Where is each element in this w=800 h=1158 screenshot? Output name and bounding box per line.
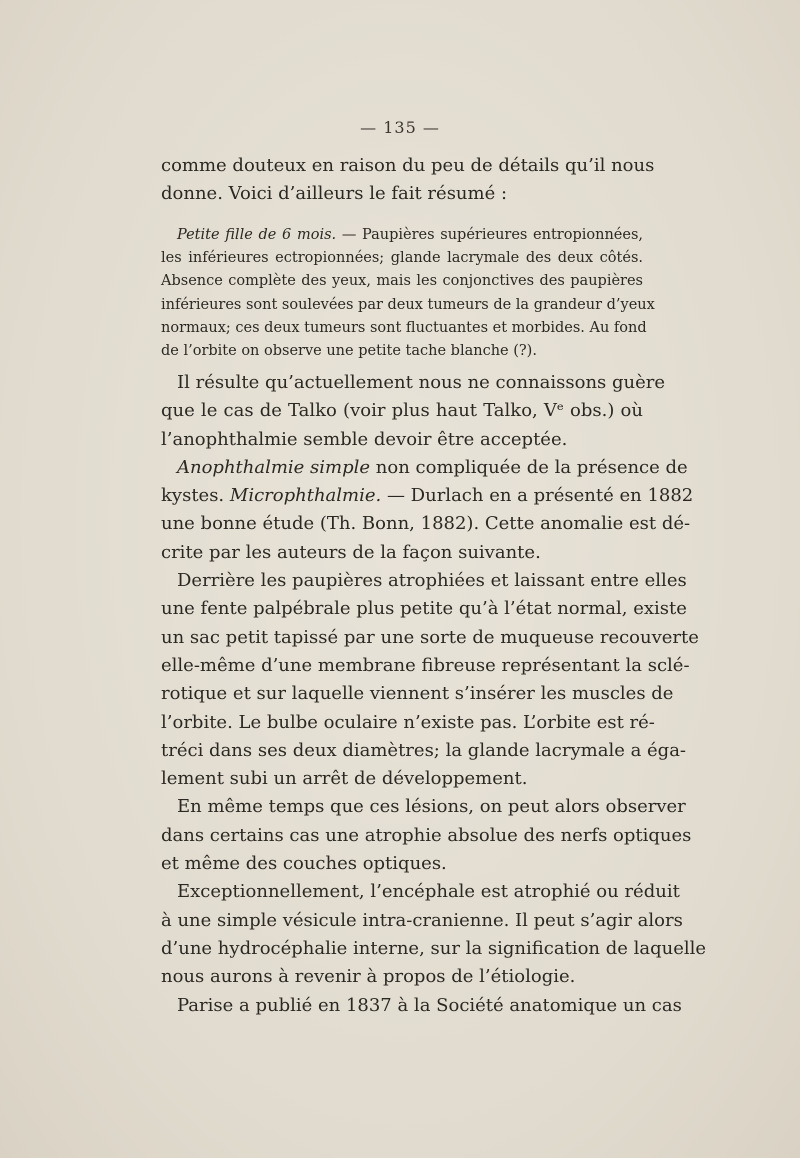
text-line: l’anophthalmie semble devoir être acceptée. bbox=[161, 428, 568, 450]
text-fragment: — Durlach en a présenté en 1882 bbox=[381, 485, 694, 507]
text-fragment: — Paupières supérieures entropionnées, bbox=[336, 227, 644, 243]
text-line: inférieures sont soulevées par deux tumeurs de la grandeur d’yeux bbox=[161, 296, 655, 313]
text-line: à une simple vésicule intra-cranienne. Il peut s’agir alors bbox=[161, 909, 683, 931]
text-line: un sac petit tapissé par une sorte de muqueuse recouverte bbox=[161, 626, 699, 648]
text-line: En même temps que ces lésions, on peut alors observer bbox=[177, 796, 686, 818]
text-line: tréci dans ses deux diamètres; la glande lacrymale a éga- bbox=[161, 739, 687, 761]
text-line: dans certains cas une atrophie absolue des nerfs optiques bbox=[161, 824, 692, 846]
italic-term: Anophthalmie simple bbox=[177, 456, 371, 478]
text-fragment: non compliquée de la présence de bbox=[370, 456, 688, 478]
case-summary bbox=[161, 224, 655, 363]
text-line: une bonne étude (Th. Bonn, 1882). Cette anomalie est dé- bbox=[161, 513, 691, 535]
text-line: normaux; ces deux tumeurs sont fluctuantes et morbides. Au fond bbox=[161, 319, 647, 336]
text-line: que le cas de Talko (voir plus haut Talko, Vᵉ obs.) où bbox=[161, 400, 643, 422]
page-number: — 135 — bbox=[360, 118, 440, 137]
text-fragment: kystes. bbox=[161, 485, 230, 507]
text-line: Derrière les paupières atrophiées et laissant entre elles bbox=[177, 570, 687, 592]
text-line: d’une hydrocéphalie interne, sur la signification de laquelle bbox=[161, 937, 707, 959]
text-line: donne. Voici d’ailleurs le fait résumé : bbox=[161, 183, 508, 205]
text-line bbox=[161, 482, 694, 510]
intro-paragraph bbox=[161, 152, 655, 209]
text-line: crite par les auteurs de la façon suivante. bbox=[161, 541, 541, 563]
text-line: et même des couches optiques. bbox=[161, 853, 447, 875]
text-line: nous aurons à revenir à propos de l’étiologie. bbox=[161, 966, 576, 988]
italic-term: Microphthalmie. bbox=[229, 485, 382, 507]
text-line: Exceptionnellement, l’encéphale est atrophié ou réduit bbox=[177, 881, 680, 903]
text-line: Parise a publié en 1837 à la Société anatomique un cas bbox=[177, 994, 682, 1016]
text-line: les inférieures ectropionnées; glande lacrymale des deux côtés. bbox=[161, 250, 643, 267]
body-text bbox=[161, 369, 707, 1020]
text-line: Absence complète des yeux, mais les conjonctives des paupières bbox=[161, 273, 643, 290]
text-line bbox=[161, 224, 643, 247]
text-line: Il résulte qu’actuellement nous ne connaissons guère bbox=[177, 372, 666, 393]
text-line: une fente palpébrale plus petite qu’à l’état normal, existe bbox=[161, 598, 687, 620]
text-line: de l’orbite on observe une petite tache blanche (?). bbox=[161, 343, 537, 360]
text-line: elle-même d’une membrane fibreuse représentant la sclé- bbox=[161, 654, 690, 676]
case-italic-lead: Petite fille de 6 mois. bbox=[177, 227, 337, 243]
text-line: rotique et sur laquelle viennent s’insérer les muscles de bbox=[161, 683, 674, 705]
text-line: lement subi un arrêt de développement. bbox=[161, 768, 528, 790]
text-line: comme douteux en raison du peu de détails qu’il nous bbox=[161, 155, 655, 176]
text-line: l’orbite. Le bulbe oculaire n’existe pas. L’orbite est ré- bbox=[161, 711, 655, 733]
text-line bbox=[161, 454, 688, 482]
